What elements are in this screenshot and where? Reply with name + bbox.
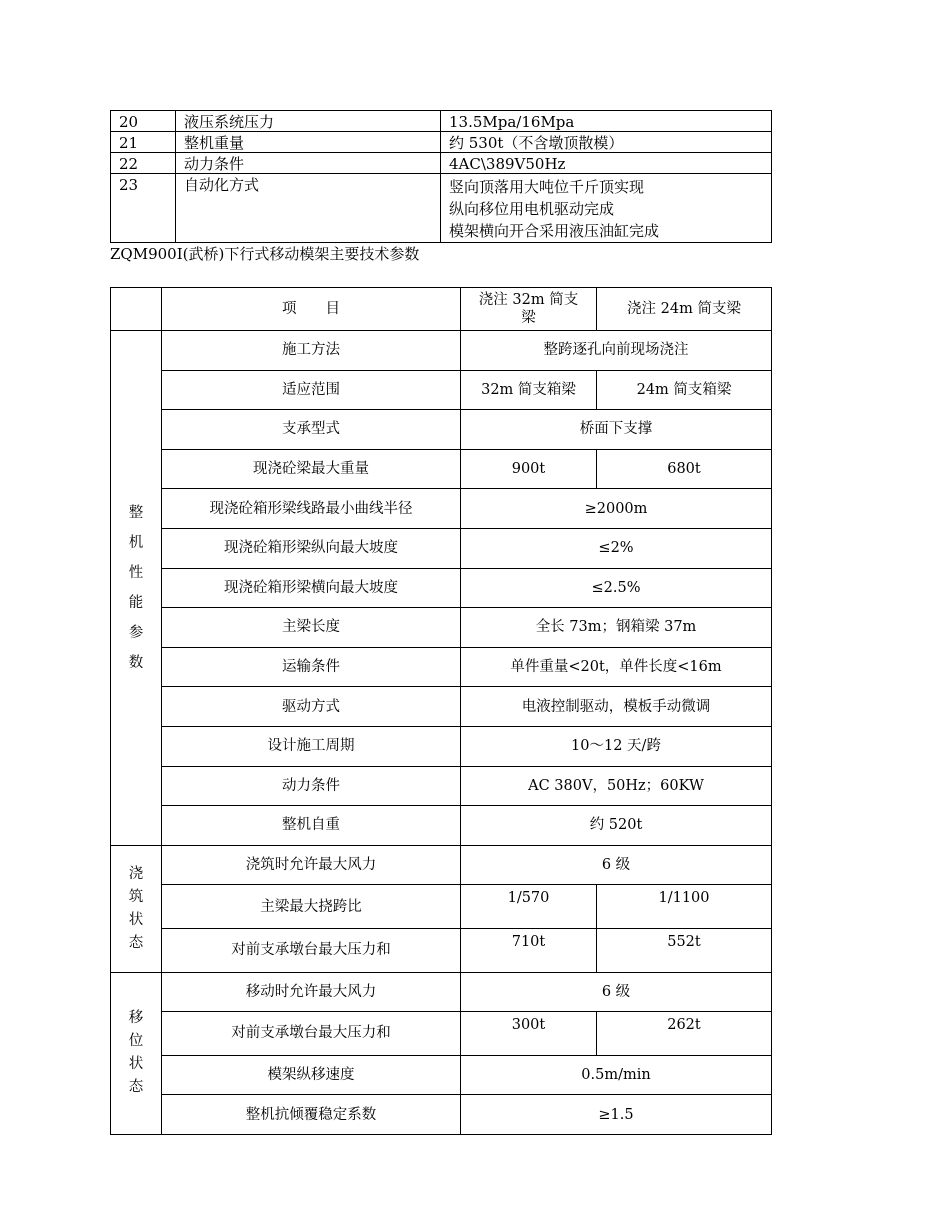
row-value: 单件重量<20t，单件长度<16m <box>461 647 772 687</box>
row-item: 浇筑时允许最大风力 <box>162 845 461 885</box>
row-number: 23 <box>111 174 176 243</box>
table-row <box>111 174 772 243</box>
row-item: 运输条件 <box>162 647 461 687</box>
table-row <box>111 370 772 410</box>
group-label-char: 状 <box>128 1056 144 1073</box>
row-value-32m: 300t <box>461 1012 597 1056</box>
row-item: 动力条件 <box>162 766 461 806</box>
group-label-char: 筑 <box>128 888 144 905</box>
row-value-24m: 680t <box>597 449 772 489</box>
value-line: 纵向移位用电机驱动完成 <box>449 200 615 218</box>
row-number: 20 <box>111 111 176 132</box>
row-value: 4AC\389V50Hz <box>441 153 772 174</box>
row-value-24m: 552t <box>597 928 772 972</box>
row-value: 电液控制驱动，模板手动微调 <box>461 687 772 727</box>
table-row <box>111 928 772 972</box>
row-item: 驱动方式 <box>162 687 461 727</box>
group-label-pouring-state <box>111 845 162 972</box>
row-item: 整机自重 <box>162 806 461 846</box>
row-number: 22 <box>111 153 176 174</box>
row-value-24m: 1/1100 <box>597 885 772 929</box>
row-item: 适应范围 <box>162 370 461 410</box>
row-value: ≥1.5 <box>461 1095 772 1135</box>
table-row <box>111 1095 772 1135</box>
table-row <box>111 1012 772 1056</box>
row-item: 现浇砼箱形梁横向最大坡度 <box>162 568 461 608</box>
table-row <box>111 132 772 153</box>
table-row <box>111 687 772 727</box>
header-blank-cell <box>111 288 162 331</box>
table-row <box>111 647 772 687</box>
group-label-char: 性 <box>128 564 144 581</box>
row-value: ≤2% <box>461 528 772 568</box>
row-value-32m: 32m 简支箱梁 <box>461 370 597 410</box>
row-value: 10～12 天/跨 <box>461 726 772 766</box>
row-item: 整机抗倾覆稳定系数 <box>162 1095 461 1135</box>
main-spec-table <box>110 287 772 1135</box>
row-value: 13.5Mpa/16Mpa <box>441 111 772 132</box>
row-item: 主梁最大挠跨比 <box>162 885 461 929</box>
table-row <box>111 1055 772 1095</box>
row-value: ≤2.5% <box>461 568 772 608</box>
row-name: 动力条件 <box>176 153 441 174</box>
row-value-32m: 1/570 <box>461 885 597 929</box>
row-value-24m: 24m 简支箱梁 <box>597 370 772 410</box>
row-value-32m: 710t <box>461 928 597 972</box>
value-line: 竖向顶落用大吨位千斤顶实现 <box>449 178 645 196</box>
header-item: 项 目 <box>162 288 461 331</box>
table-row <box>111 449 772 489</box>
row-value <box>441 174 772 243</box>
table-row <box>111 885 772 929</box>
row-name: 自动化方式 <box>176 174 441 243</box>
table-row <box>111 766 772 806</box>
row-value: 约 530t（不含墩顶散模） <box>441 132 772 153</box>
row-value: 全长 73m；钢箱梁 37m <box>461 608 772 648</box>
row-item: 设计施工周期 <box>162 726 461 766</box>
row-item: 模架纵移速度 <box>162 1055 461 1095</box>
table-row <box>111 806 772 846</box>
table-row <box>111 845 772 885</box>
row-value-24m: 262t <box>597 1012 772 1056</box>
spec-table-continued <box>110 110 772 243</box>
header-col-24m: 浇注 24m 简支梁 <box>597 288 772 331</box>
group-label-char: 数 <box>128 654 144 671</box>
table-row <box>111 331 772 371</box>
table-header-row <box>111 288 772 331</box>
row-item: 支承型式 <box>162 410 461 450</box>
table-row <box>111 972 772 1012</box>
table-row <box>111 608 772 648</box>
row-value: 桥面下支撑 <box>461 410 772 450</box>
group-label-char: 整 <box>128 504 144 521</box>
table-row <box>111 410 772 450</box>
row-value: 0.5m/min <box>461 1055 772 1095</box>
row-item: 移动时允许最大风力 <box>162 972 461 1012</box>
row-item: 施工方法 <box>162 331 461 371</box>
group-label-char: 能 <box>128 594 144 611</box>
header-line: 梁 <box>521 310 536 326</box>
row-item: 对前支承墩台最大压力和 <box>162 928 461 972</box>
group-label-char: 移 <box>128 1010 144 1027</box>
table-row <box>111 568 772 608</box>
row-item: 现浇砼梁最大重量 <box>162 449 461 489</box>
header-line: 浇注 32m 简支 <box>478 292 579 308</box>
row-item: 现浇砼箱形梁线路最小曲线半径 <box>162 489 461 529</box>
row-number: 21 <box>111 132 176 153</box>
row-name: 整机重量 <box>176 132 441 153</box>
row-item: 对前支承墩台最大压力和 <box>162 1012 461 1056</box>
value-line: 模架横向开合采用液压油缸完成 <box>449 222 660 240</box>
row-value-32m: 900t <box>461 449 597 489</box>
table-row <box>111 153 772 174</box>
group-label-moving-state <box>111 972 162 1134</box>
group-label-char: 机 <box>128 534 144 551</box>
row-name: 液压系统压力 <box>176 111 441 132</box>
group-label-char: 浇 <box>128 865 144 882</box>
group-label-char: 态 <box>128 1079 144 1096</box>
table-row <box>111 528 772 568</box>
row-item: 现浇砼箱形梁纵向最大坡度 <box>162 528 461 568</box>
row-value: ≥2000m <box>461 489 772 529</box>
table-row <box>111 726 772 766</box>
row-value: AC 380V，50Hz；60KW <box>461 766 772 806</box>
group-label-machine-performance <box>111 331 162 846</box>
table-row <box>111 111 772 132</box>
table-caption: ZQM900I(武桥)下行式移动模架主要技术参数 <box>110 245 420 263</box>
row-item: 主梁长度 <box>162 608 461 648</box>
row-value: 6 级 <box>461 845 772 885</box>
row-value: 6 级 <box>461 972 772 1012</box>
group-label-char: 态 <box>128 934 144 951</box>
row-value: 整跨逐孔向前现场浇注 <box>461 331 772 371</box>
group-label-char: 参 <box>128 624 144 641</box>
table-row <box>111 489 772 529</box>
header-col-32m <box>461 288 597 331</box>
row-value: 约 520t <box>461 806 772 846</box>
group-label-char: 状 <box>128 911 144 928</box>
group-label-char: 位 <box>128 1033 144 1050</box>
